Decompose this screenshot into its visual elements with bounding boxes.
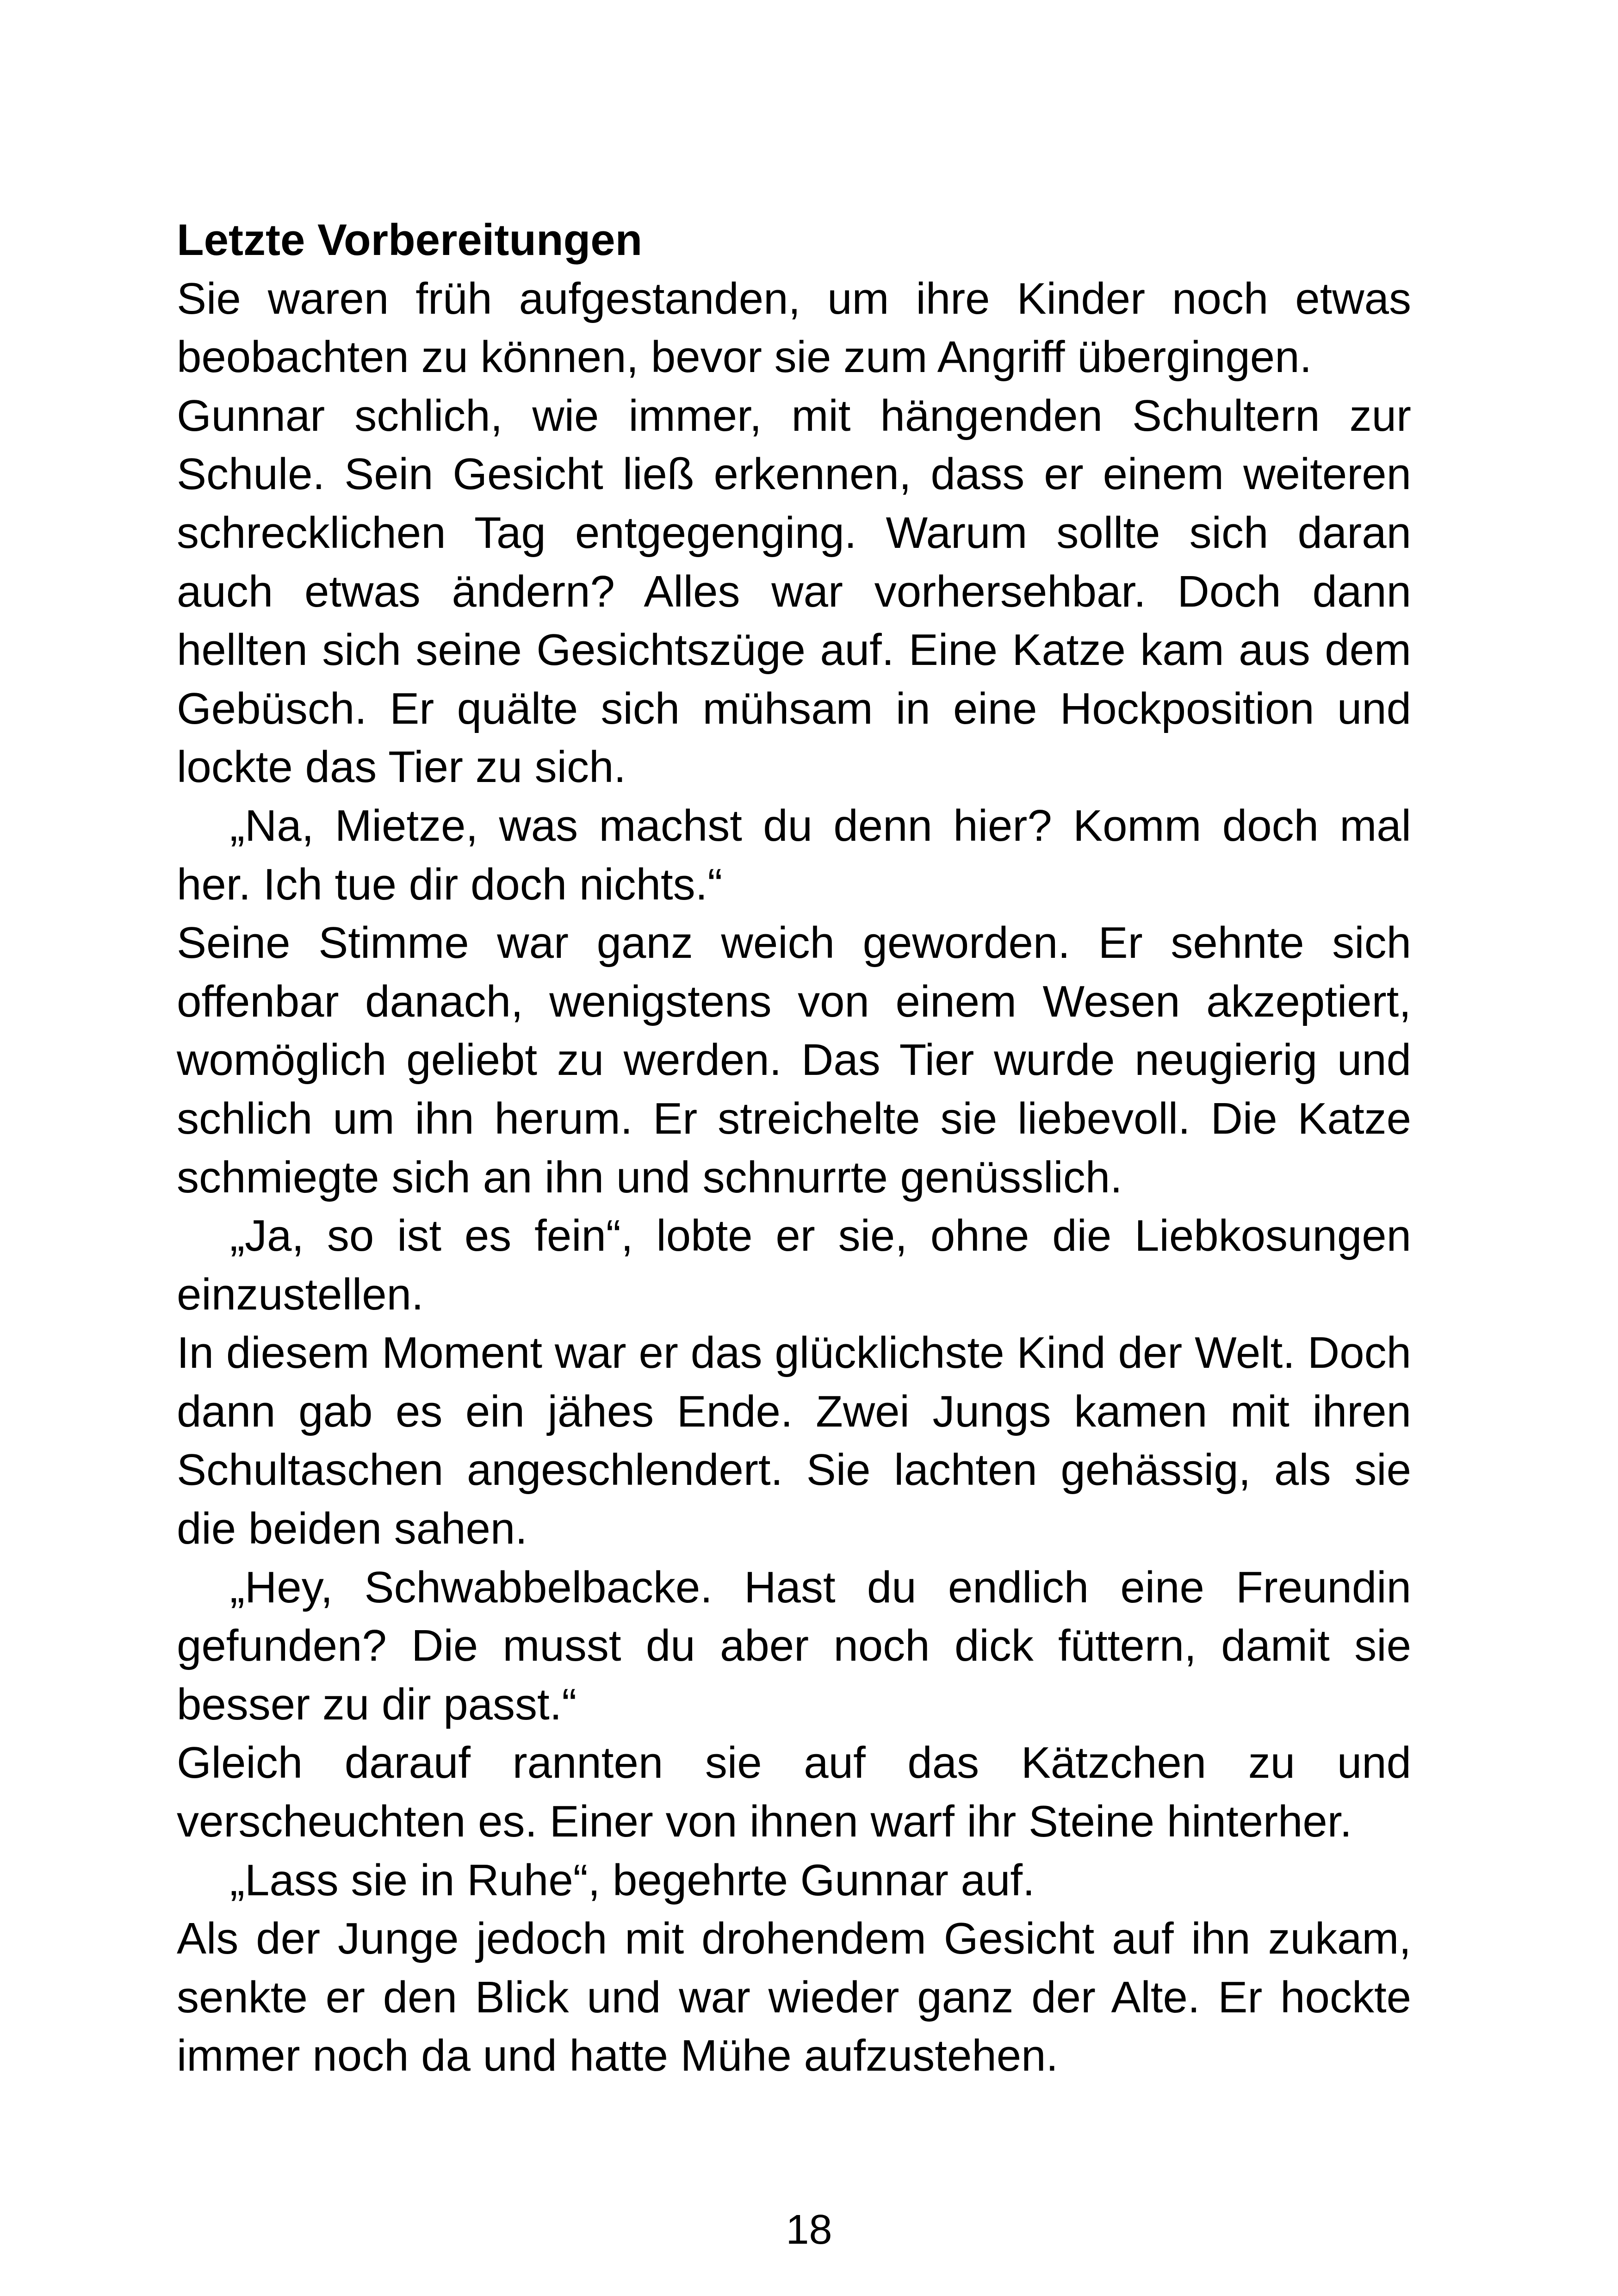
paragraph-7: „Hey, Schwabbelbacke. Hast du endlich eine Freundin gefunden? Die musst du aber noch dick füttern, damit sie besser zu dir passt.“ bbox=[177, 1562, 1411, 1729]
paragraph-4: Seine Stimme war ganz weich geworden. Er sehnte sich offenbar danach, wenigstens von einem Wesen akzeptiert, womöglich geliebt zu werden. Das Tier wurde neugierig und schlich um ihn herum. Er streichelte sie liebevoll. Die Katze schmiegte sich an ihn und schnurrte genüsslich. bbox=[177, 918, 1411, 1202]
chapter-title: Letzte Vorbereitungen bbox=[177, 215, 643, 265]
page-content bbox=[177, 211, 1411, 2085]
paragraph-1: Sie waren früh aufgestanden, um ihre Kinder noch etwas beobachten zu können, bevor sie zum Angriff übergingen. bbox=[177, 273, 1411, 382]
paragraph-8: Gleich darauf rannten sie auf das Kätzchen zu und verscheuchten es. Einer von ihnen warf ihr Steine hinterher. bbox=[177, 1738, 1411, 1847]
paragraph-3: „Na, Mietze, was machst du denn hier? Komm doch mal her. Ich tue dir doch nichts.“ bbox=[177, 800, 1411, 909]
paragraph-6: In diesem Moment war er das glücklichste Kind der Welt. Doch dann gab es ein jähes Ende. Zwei Jungs kamen mit ihren Schultaschen angeschlendert. Sie lachten gehässig, als sie die beiden sahen. bbox=[177, 1328, 1411, 1554]
page-number: 18 bbox=[786, 2207, 832, 2253]
paragraph-2: Gunnar schlich, wie immer, mit hängenden Schultern zur Schule. Sein Gesicht ließ erkennen, dass er einem weiteren schrecklichen Tag entgegenging. Warum sollte sich daran auch etwas ändern? Alles war vorhersehbar. Doch dann hellten sich seine Gesichtszüge auf. Eine Katze kam aus dem Gebüsch. Er quälte sich mühsam in eine Hockposition und lockte das Tier zu sich. bbox=[177, 391, 1411, 792]
paragraph-10: Als der Junge jedoch mit drohendem Gesicht auf ihn zukam, senkte er den Blick und war wieder ganz der Alte. Er hockte immer noch da und hatte Mühe aufzustehen. bbox=[177, 1914, 1411, 2081]
paragraph-5: „Ja, so ist es fein“, lobte er sie, ohne die Liebkosungen einzustellen. bbox=[177, 1211, 1411, 1319]
paragraph-9: „Lass sie in Ruhe“, begehrte Gunnar auf. bbox=[230, 1855, 1035, 1905]
